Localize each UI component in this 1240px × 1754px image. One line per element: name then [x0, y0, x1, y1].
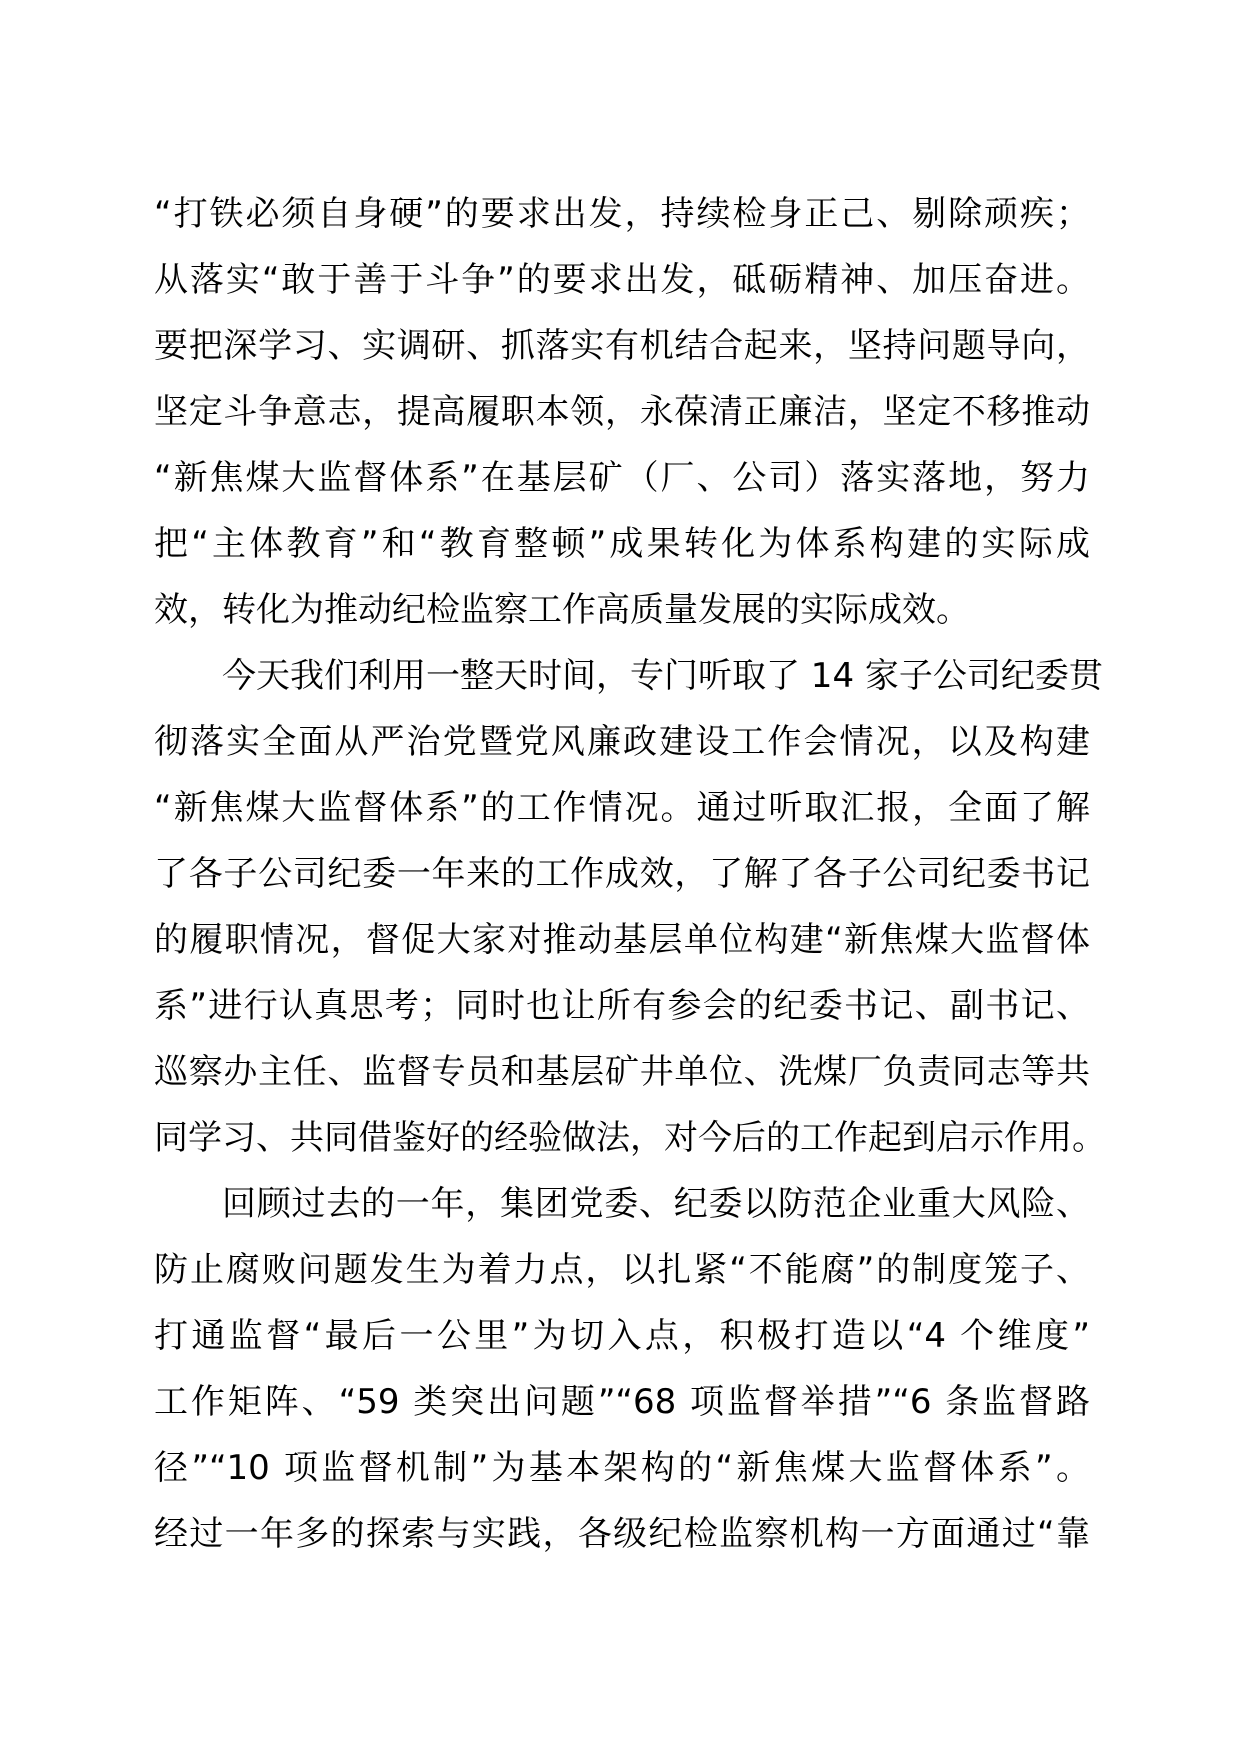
text-line: 效，转化为推动纪检监察工作高质量发展的实际成效。	[154, 590, 970, 630]
text-line: “新焦煤大监督体系”在基层矿（厂、公司）落实落地，努力	[154, 458, 1090, 498]
text-line: 坚定斗争意志，提高履职本领，永葆清正廉洁，坚定不移推动	[154, 392, 1090, 432]
text-line: “打铁必须自身硬”的要求出发，持续检身正己、剔除顽疾；	[154, 194, 1090, 234]
paragraph-first-line: 回顾过去的一年，集团党委、纪委以防范企业重大风险、	[222, 1184, 1090, 1224]
text-line: “新焦煤大监督体系”的工作情况。通过听取汇报，全面了解	[154, 788, 1090, 828]
paragraph-first-line: 今天我们利用一整天时间，专门听取了 14 家子公司纪委贯	[222, 656, 1103, 696]
text-line: 的履职情况，督促大家对推动基层单位构建“新焦煤大监督体	[154, 920, 1090, 960]
text-line: 从落实“敢于善于斗争”的要求出发，砥砺精神、加压奋进。	[154, 260, 1090, 300]
text-line: 打通监督“最后一公里”为切入点，积极打造以“4 个维度”	[154, 1316, 1090, 1356]
text-line: 经过一年多的探索与实践，各级纪检监察机构一方面通过“靠	[154, 1514, 1090, 1554]
text-line: 要把深学习、实调研、抓落实有机结合起来，坚持问题导向，	[154, 326, 1090, 366]
text-line: 同学习、共同借鉴好的经验做法，对今后的工作起到启示作用。	[154, 1118, 1106, 1158]
text-line: 把“主体教育”和“教育整顿”成果转化为体系构建的实际成	[154, 524, 1090, 564]
text-line: 系”进行认真思考；同时也让所有参会的纪委书记、副书记、	[154, 986, 1090, 1026]
text-line: 巡察办主任、监督专员和基层矿井单位、洗煤厂负责同志等共	[154, 1052, 1090, 1092]
text-line: 工作矩阵、“59 类突出问题”“68 项监督举措”“6 条监督路	[154, 1382, 1090, 1422]
body-text	[154, 181, 1106, 1567]
text-line: 防止腐败问题发生为着力点，以扎紧“不能腐”的制度笼子、	[154, 1250, 1090, 1290]
text-line: 了各子公司纪委一年来的工作成效，了解了各子公司纪委书记	[154, 854, 1090, 894]
text-line: 径”“10 项监督机制”为基本架构的“新焦煤大监督体系”。	[154, 1448, 1090, 1488]
text-line: 彻落实全面从严治党暨党风廉政建设工作会情况，以及构建	[154, 722, 1090, 762]
